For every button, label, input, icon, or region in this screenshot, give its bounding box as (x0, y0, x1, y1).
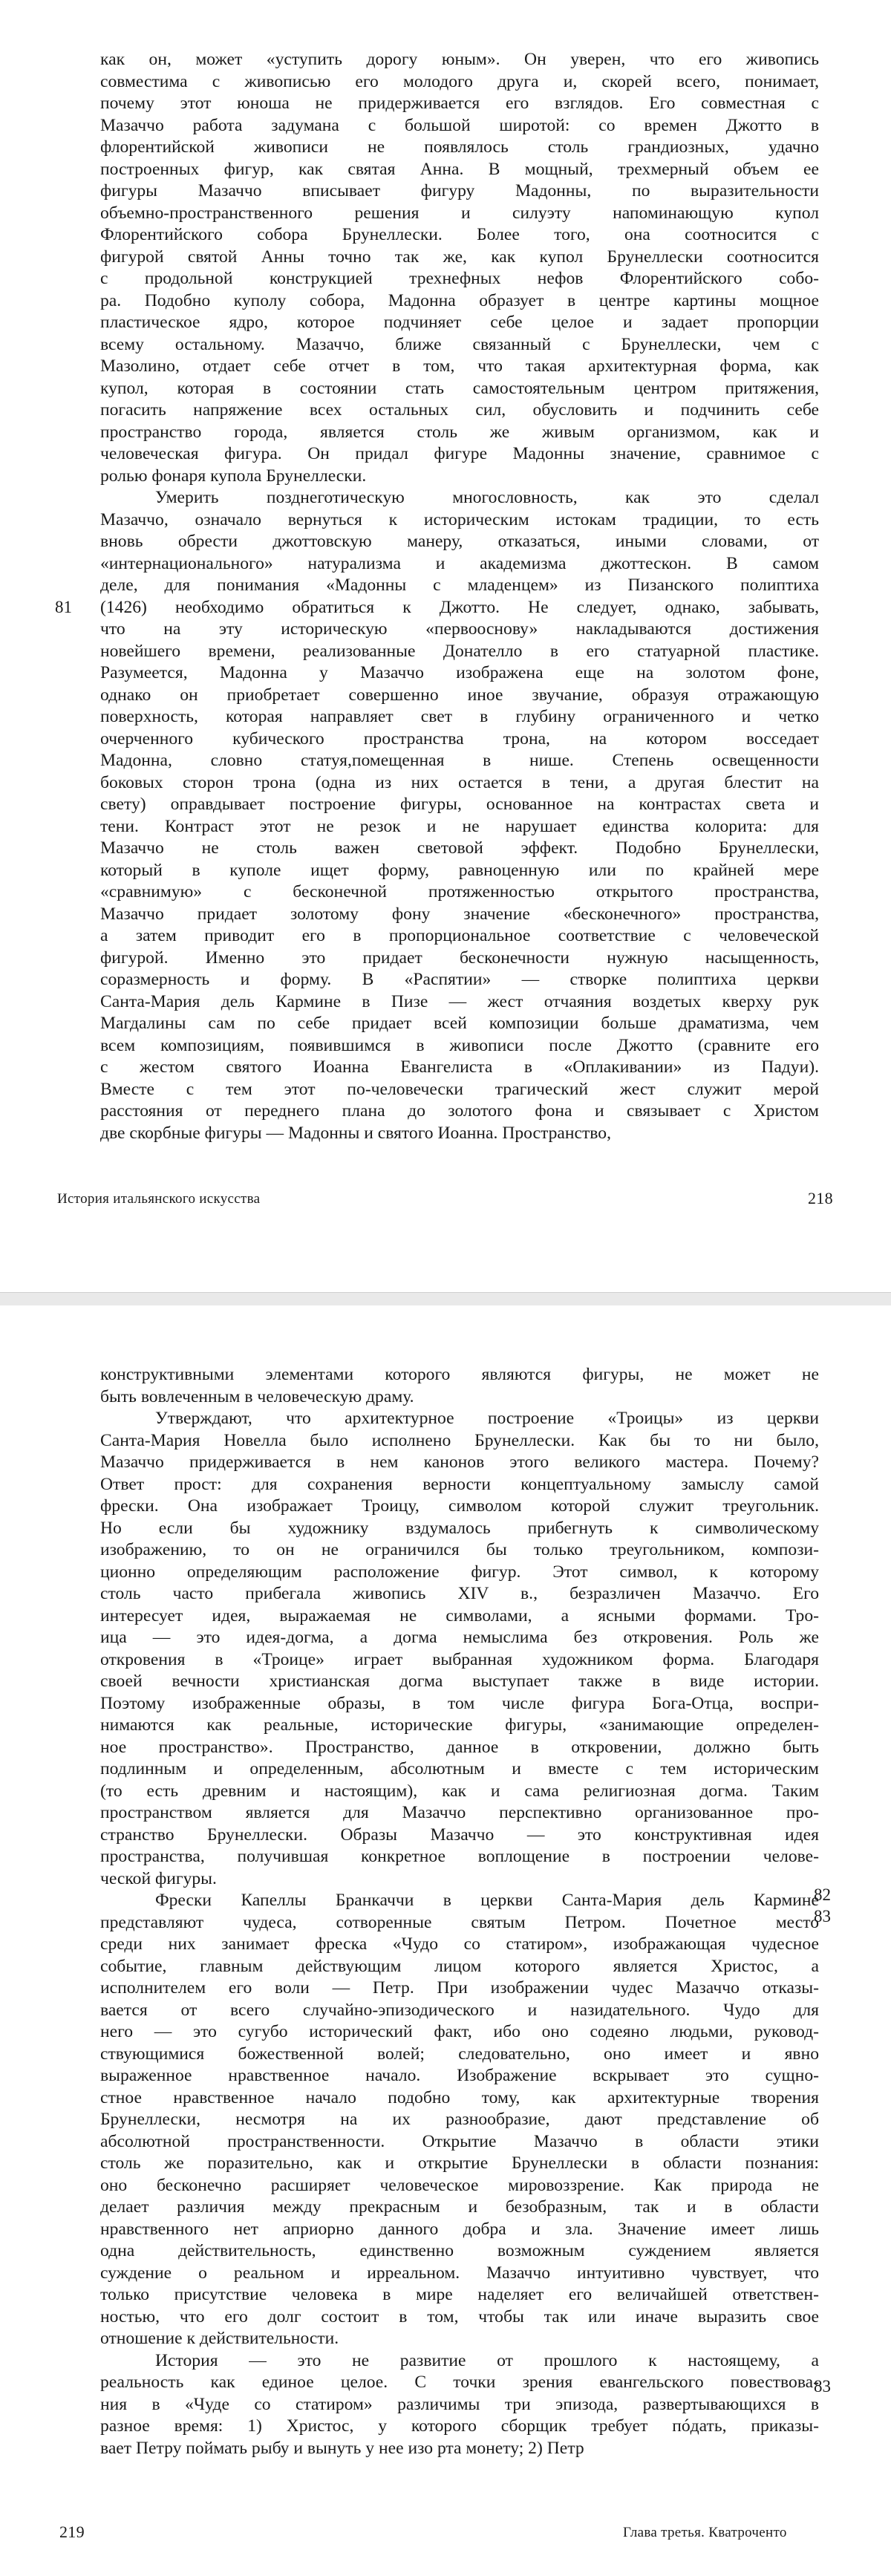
text-line: фигурой. Именно это придает бесконечности нужную насыщенность, (100, 948, 819, 968)
text-line: исполнителем его воли — Петр. При изображении чудес Мазаччо отказы- (100, 1978, 819, 1998)
text-line: ица — это идея-догма, а догма немыслима без откровения. Роль же (100, 1628, 819, 1647)
text-line: Мазолино, отдает себе отчет в том, что такая архитектурная форма, как (100, 356, 819, 376)
text-line: а затем приводит его в пропорциональное соответствие с человеческой (100, 926, 819, 945)
text-line: фигурой святой Анны точно так же, как купол Брунеллески соотносится (100, 247, 819, 267)
text-line: флорентийской живописи не появлялось столь грандиозных, удачно (100, 137, 819, 157)
text-line: странство Брунеллески. Образы Мазаччо — это конструктивная идея (100, 1825, 819, 1845)
text-line: ствующимися божественной волей; следовательно, оно имеет и явно (100, 2044, 819, 2064)
text-line: История — это не развитие от прошлого к настоящему, а (155, 2350, 819, 2370)
text-line: Мазаччо не столь важен световой эффект. Подобно Брунеллески, (100, 838, 819, 858)
page-219-text (100, 1364, 819, 2459)
text-line: Флорентийского собора Брунеллески. Более того, она соотносится с (100, 225, 819, 244)
text-line: однако он приобретает совершенно иное звучание, образуя отражающую (100, 685, 819, 705)
page-219 (0, 1305, 891, 2576)
page-218-running-title: История итальянского искусства (57, 1191, 261, 1207)
page-219-running-title: Глава третья. Кватроченто (623, 2525, 787, 2540)
text-line: Поэтому изображенные образы, в том числе фигура Бога-Отца, воспри- (100, 1693, 819, 1713)
text-line: объемно-пространственного решения и силуэту напоминающую купол (100, 203, 819, 223)
text-line: ционно определяющим расположение фигур. Этот символ, к которому (100, 1562, 819, 1582)
text-line: Разумеется, Мадонна у Мазаччо изображена еще на золотом фоне, (100, 663, 819, 682)
text-line: (1426) необходимо обратиться к Джотто. Не следует, однако, забывать, (100, 597, 819, 617)
page-219-number: 219 (59, 2523, 85, 2541)
text-line: него — это сугубо исторический факт, ибо оно содеяно людьми, руковод- (100, 2022, 819, 2041)
text-line: отношение к действительности. (100, 2329, 339, 2348)
text-line: подлинным и определенным, абсолютным и вместе с тем историческим (100, 1759, 819, 1778)
text-line: всем композициям, появившимся в живописи после Джотто (сравните его (100, 1035, 819, 1055)
text-line: который в куполе ищет форму, равноценную или по крайней мере (100, 860, 819, 880)
text-line: абсолютной пространственности. Открытие Мазаччо в области этики (100, 2131, 819, 2151)
text-line: что на эту историческую «первооснову» накладываются достижения (100, 619, 819, 639)
text-line: Мадонна, словно статуя,помещенная в нише. Степень освещенности (100, 751, 819, 770)
text-line: событие, главным действующим лицом которого является Христос, а (100, 1956, 819, 1976)
text-line: ния в «Чуде со статиром» различимы три эпизода, развертывающихся в (100, 2394, 819, 2414)
text-line: среди них занимает фреска «Чудо со статиром», изображающая чудесное (100, 1934, 819, 1954)
text-line: построенных фигур, как святая Анна. В мощный, трехмерный объем ее (100, 159, 819, 179)
text-line: ностью, что его долг состоит в том, чтобы так или иначе выразить свое (100, 2306, 819, 2326)
margin-note-82: 82 (814, 1885, 831, 1904)
text-line: интересует идея, выражаемая не символами, а ясными формами. Тро- (100, 1605, 819, 1626)
text-line: одна действительность, единственно возможным суждением является (100, 2241, 819, 2260)
text-line: Брунеллески, несмотря на их разнообразие, дают представление об (100, 2110, 819, 2129)
text-line: Мазаччо придает золотому фону значение «бесконечного» пространства, (100, 904, 819, 924)
margin-note-81: 81 (55, 598, 72, 616)
page-218-number: 218 (808, 1189, 833, 1207)
text-line: ра. Подобно куполу собора, Мадонна образует в центре картины мощное (100, 290, 819, 310)
text-line: как он, может «уступить дорогу юным». Он уверен, что его живопись (100, 50, 819, 69)
text-line: быть вовлеченным в человеческую драму. (100, 1386, 414, 1406)
text-line: Но если бы художнику вздумалось прибегнуть к символическому (100, 1518, 819, 1538)
text-line: «сравнимую» с бесконечной протяженностью открытого пространства, (100, 882, 819, 901)
text-line: столь же поразительно, как и открытие Брунеллески в области познания: (100, 2153, 819, 2173)
text-line: погасить напряжение всех остальных сил, обусловить и подчинить себе (100, 400, 819, 420)
text-line: Мазаччо, означало вернуться к историческим истокам традиции, то есть (100, 509, 819, 529)
text-line: суждение о реальном и ирреальном. Мазаччо интуитивно чувствует, что (100, 2263, 819, 2283)
text-line: деле, для понимания «Мадонны с младенцем» из Пизанского полиптиха (100, 575, 819, 595)
text-line: стное нравственное начало подобно тому, как архитектурные творения (100, 2087, 819, 2107)
text-line: нимаются как реальные, исторические фигуры, «занимающие определен- (100, 1715, 819, 1735)
text-line: боковых сторон трона (одна из них остается в тени, а другая блестит на (100, 772, 819, 792)
text-line: конструктивными элементами которого являются фигуры, не может не (100, 1365, 819, 1384)
text-line: своей вечности христианская догма выступает также в виде истории. (100, 1672, 819, 1691)
text-line: Ответ прост: для сохранения верности концептуальному замыслу самой (100, 1474, 819, 1494)
text-line: всему остальному. Мазаччо, ближе связанный с Брунеллески, чем с (100, 334, 819, 354)
text-line: оно бесконечно расширяет человеческое мировоззрение. Как природа не (100, 2175, 819, 2195)
text-line: Утверждают, что архитектурное построение «Троицы» из церкви (155, 1409, 819, 1428)
page-divider (0, 1292, 891, 1307)
text-line: соразмерность и форму. В «Распятии» — створке полиптиха церкви (100, 970, 819, 989)
text-line: фрески. Она изображает Троицу, символом которой служит треугольник. (100, 1496, 819, 1516)
text-line: столь часто прибегала живопись XIV в., безразличен Мазаччо. Его (100, 1584, 819, 1603)
text-line: ное пространство». Пространство, данное в откровении, должно быть (100, 1737, 819, 1757)
text-line: нравственного нет априорно данного добра и зла. Значение имеет лишь (100, 2219, 819, 2239)
text-line: ролью фонаря купола Брунеллески. (100, 466, 367, 486)
text-line: вает Петру поймать рыбу и вынуть у нее изо рта монету; 2) Петр (100, 2438, 584, 2458)
text-line: пластическое ядро, которое подчиняет себе целое и задает пропорции (100, 313, 819, 332)
text-line: пространства, получившая конкретное воплощение в построении челове- (100, 1847, 819, 1866)
text-line: реальность как единое целое. С точки зрения евангельского повествова- (100, 2373, 819, 2392)
text-line: Мазаччо придерживается в нем канонов этого великого мастера. Почему? (100, 1452, 819, 1472)
text-line: Фрески Капеллы Бранкаччи в церкви Санта-Мария дель Кармине (155, 1891, 819, 1910)
text-line: разное время: 1) Христос, у которого сборщик требует пóдать, приказы- (100, 2416, 819, 2436)
text-line: ческой фигуры. (100, 1868, 217, 1888)
text-line: почему этот юноша не придерживается его взглядов. Его совместная с (100, 94, 819, 113)
text-line: свету) оправдывает построение фигуры, основанное на контрастах света и (100, 795, 819, 814)
text-line: купол, которая в состоянии стать самостоятельным центром притяжения, (100, 378, 819, 398)
text-line: пространство города, является столь же живым организмом, как и (100, 422, 819, 442)
text-line: откровения в «Троице» играет выбранная художником форма. Благодаря (100, 1649, 819, 1669)
text-line: Санта-Мария дель Кармине в Пизе — жест отчаяния воздетых кверху рук (100, 991, 819, 1011)
text-line: изображению, то он не ограничился бы только треугольником, компози- (100, 1540, 819, 1559)
text-line: тени. Контраст этот не резок и не нарушает единства колорита: для (100, 816, 819, 836)
text-line: делает различия между прекрасным и безобразным, так и в области (100, 2197, 819, 2217)
text-line: совместима с живописью его молодого друга и, скорей всего, понимает, (100, 71, 819, 91)
margin-note-83: 83 (814, 1907, 831, 1926)
text-line: пространством является для Мазаччо перспективно организованное про- (100, 1803, 819, 1822)
text-line: человеческая фигура. Он придал фигуре Мадонны значение, сравнимое с (100, 444, 819, 463)
text-line: две скорбные фигуры — Мадонны и святого Иоанна. Пространство, (100, 1123, 611, 1143)
text-line: с продольной конструкцией трехнефных нефов Флорентийского собо- (100, 269, 819, 288)
text-line: фигуры Мазаччо вписывает фигуру Мадонны, по выразительности (100, 181, 819, 200)
text-line: выраженное нравственное начало. Изображение вскрывает это сущно- (100, 2066, 819, 2085)
text-line: поверхность, которая направляет свет в глубину ограниченного и четко (100, 707, 819, 726)
text-line: представляют чудеса, сотворенные святым Петром. Почетное место (100, 1912, 819, 1932)
text-line: Вместе с тем этот по-человечески трагический жест служит мерой (100, 1079, 819, 1099)
text-line: новейшего времени, реализованные Донателло в его статуарной пластике. (100, 641, 819, 661)
text-line: только присутствие человека в мире наделяет его величайшей ответствен- (100, 2285, 819, 2304)
text-line: расстояния от переднего плана до золотого фона и связывает с Христом (100, 1101, 819, 1121)
text-line: вновь обрести джоттовскую манеру, отказаться, иными словами, от (100, 532, 819, 551)
text-line: вается от всего случайно-эпизодического и назидательного. Чудо для (100, 2000, 819, 2020)
text-line: Мазаччо работа задумана с большой широтой: со времен Джотто в (100, 115, 819, 135)
text-line: Санта-Мария Новелла было исполнено Брунеллески. Как бы то ни было, (100, 1430, 819, 1450)
text-line: Умерить позднеготическую многословность, как это сделал (155, 488, 819, 507)
text-line: «интернационального» натурализма и академизма джоттескон. В самом (100, 553, 819, 573)
margin-note-83-second: 83 (814, 2377, 831, 2396)
page-218-text (100, 49, 819, 1144)
text-line: Магдалины сам по себе придает всей композиции больше драматизма, чем (100, 1014, 819, 1033)
text-line: очерченного кубического пространства трона, на котором восседает (100, 728, 819, 749)
text-line: (то есть древним и настоящим), как и сама религиозная догма. Таким (100, 1781, 819, 1801)
text-line: с жестом святого Иоанна Евангелиста в «Оплакивании» из Падуи). (100, 1057, 819, 1077)
